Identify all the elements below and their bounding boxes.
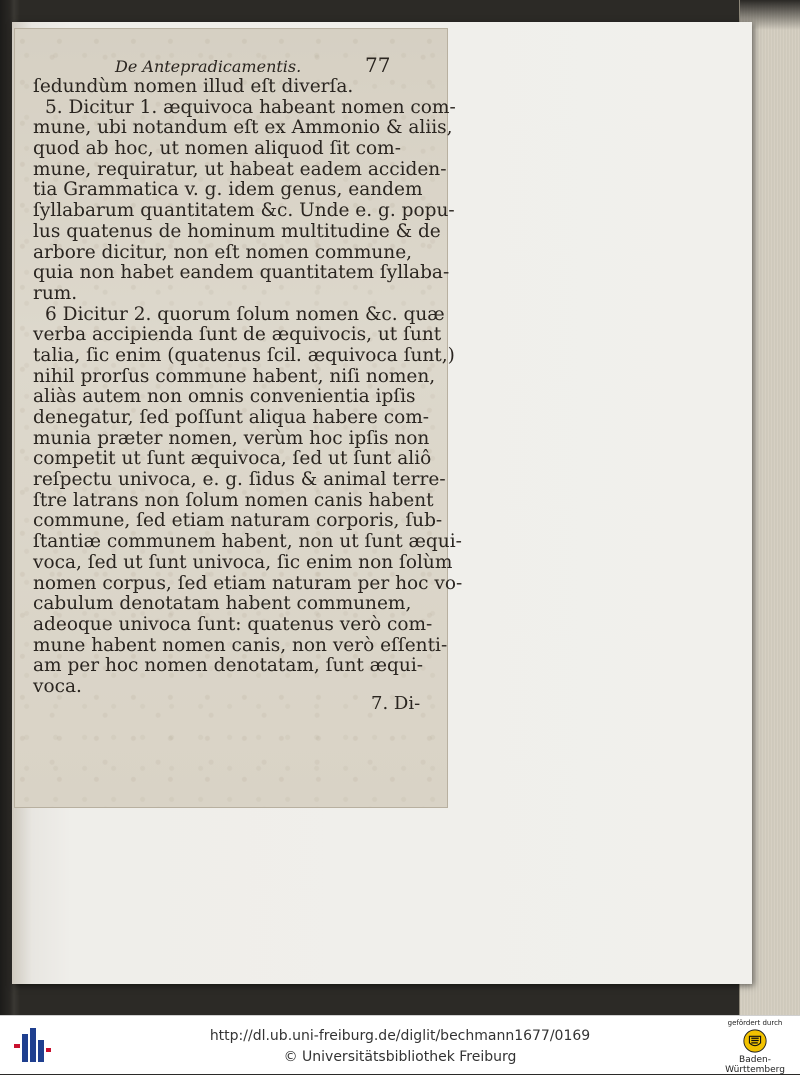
text-line: ſyllabarum quantitatem &c. Unde e. g. popu- (33, 200, 455, 222)
text-line: adeoque univoca ſunt: quatenus verò com- (33, 613, 433, 635)
text-line: cabulum denotatam habent communem, (33, 593, 412, 615)
body-text (33, 76, 463, 698)
text-line: denegatur, ſed poſſunt aliqua habere com- (33, 407, 430, 428)
text-line: ſtre latrans non ſolum nomen canis habent (33, 489, 434, 511)
text-line: 6 Dicitur 2. quorum ſolum nomen &c. quæ (45, 303, 445, 325)
text-line: munia præter nomen, verùm hoc ipſis non (33, 427, 430, 449)
text-line: nihil prorſus commune habent, niſi nomen, (33, 365, 436, 387)
text-line: quod ab hoc, ut nomen aliquod ſit com- (33, 138, 401, 160)
catchword: 7. Di- (371, 693, 421, 714)
sponsor-name: Baden-Württemberg (725, 1055, 785, 1075)
text-line: ſedundùm nomen illud eſt diverſa. (33, 76, 354, 97)
text-line: competit ut ſunt æquivoca, ſed ut ſunt aliô (33, 448, 432, 470)
text-line: arbore dicitur, non eſt nomen commune, (33, 241, 413, 263)
page-number: 77 (365, 53, 391, 77)
printed-slip (14, 28, 463, 808)
text-line: aliàs autem non omnis convenientia ipſis (33, 386, 416, 408)
text-line: mune, requiratur, ut habeat eadem acciden- (33, 158, 447, 180)
text-line: ſtantiæ communem habent, non ut ſunt æqui- (33, 531, 462, 553)
text-line: tia Grammatica v. g. idem genus, eandem (33, 179, 423, 201)
text-line: quia non habet eandem quantitatem ſyllaba- (33, 262, 450, 284)
sponsor-block (720, 1019, 790, 1075)
text-line: voca. (33, 675, 82, 697)
copyright-notice: © Universitätsbibliothek Freiburg (283, 1049, 517, 1065)
text-line: commune, ſed etiam naturam corporis, ſub- (33, 510, 443, 532)
text-line: reſpectu univoca, e. g. ſidus & animal terre- (33, 469, 446, 491)
text-line: 5. Dicitur 1. æquivoca habeant nomen com- (45, 96, 456, 118)
text-line: voca, ſed ut ſunt univoca, ſic enim non ſolùm (33, 551, 453, 573)
state-crest-icon (742, 1028, 768, 1054)
text-line: am per hoc nomen denotatam, ſunt æqui- (33, 655, 423, 677)
text-line: rum. (33, 282, 78, 304)
text-line: verba accipienda ſunt de æquivocis, ut ſunt (33, 324, 442, 346)
viewer-footer (0, 1015, 800, 1074)
sponsor-label: gefördert durch (727, 1019, 783, 1027)
permalink-url[interactable]: http://dl.ub.uni-freiburg.de/diglit/bechmann1677/0169 (209, 1028, 591, 1044)
text-line: nomen corpus, ſed etiam naturam per hoc vo- (33, 572, 463, 594)
text-line: mune habent nomen canis, non verò eſſenti- (33, 634, 448, 656)
text-line: lus quatenus de hominum multitudine & de (33, 220, 441, 242)
text-line: mune, ubi notandum eſt ex Ammonio & aliis, (33, 117, 453, 139)
running-head-title: De Antepradicamentis. (115, 57, 302, 76)
text-line: talia, ſic enim (quatenus ſcil. æquivoca ſunt,) (33, 344, 455, 366)
